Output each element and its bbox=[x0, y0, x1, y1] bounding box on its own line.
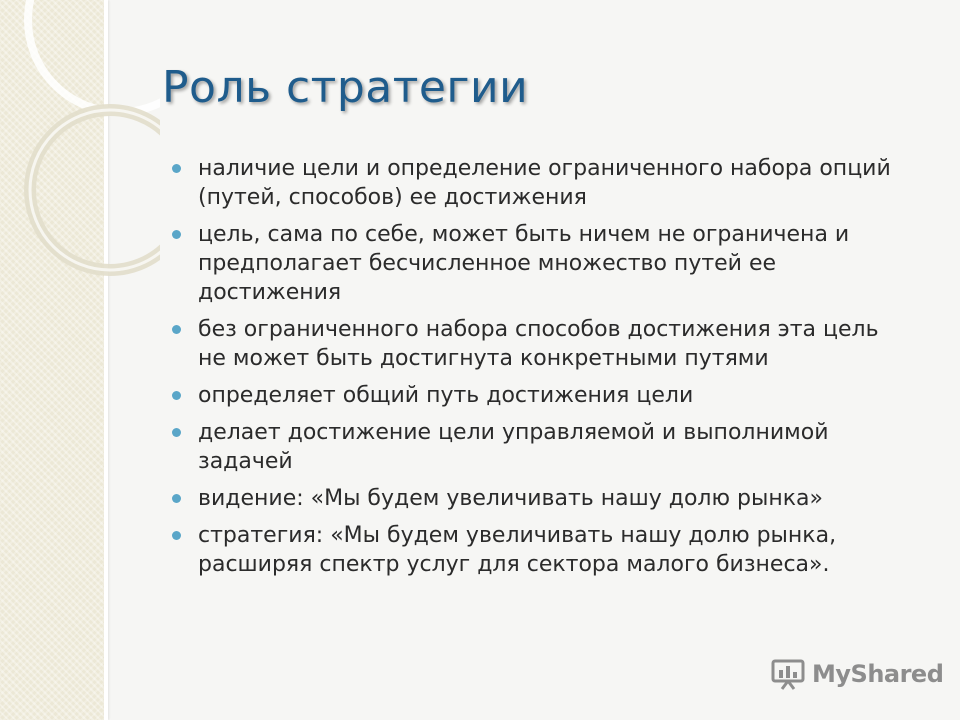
bullet-dot-icon bbox=[172, 531, 181, 540]
bullet-text: без ограниченного набора способов достижения эта цель не может быть достигнута конкретными путями bbox=[198, 317, 879, 371]
bullet-item bbox=[172, 220, 892, 307]
bullet-item bbox=[172, 381, 892, 410]
bullet-item bbox=[172, 418, 892, 476]
bullet-dot-icon bbox=[172, 230, 181, 239]
bullet-list bbox=[172, 154, 892, 587]
bullet-text: цель, сама по себе, может быть ничем не ограничена и предполагает бесчисленное множество путей ее достижения bbox=[198, 222, 850, 305]
bullet-dot-icon bbox=[172, 494, 181, 503]
bullet-dot-icon bbox=[172, 164, 181, 173]
watermark-text: MyShared bbox=[812, 660, 944, 688]
presentation-board-icon bbox=[770, 658, 806, 690]
bullet-item bbox=[172, 484, 892, 513]
decorative-circles bbox=[0, 0, 160, 320]
bullet-text: видение: «Мы будем увеличивать нашу долю рынка» bbox=[198, 486, 823, 511]
slide-title: Роль стратегии bbox=[162, 62, 529, 113]
bullet-item bbox=[172, 521, 892, 579]
bullet-dot-icon bbox=[172, 391, 181, 400]
bullet-text: наличие цели и определение ограниченного набора опций (путей, способов) ее достижения bbox=[198, 156, 891, 210]
bullet-text: стратегия: «Мы будем увеличивать нашу долю рынка, расширяя спектр услуг для сектора малого бизнеса». bbox=[198, 523, 837, 577]
bullet-text: делает достижение цели управляемой и выполнимой задачей bbox=[198, 420, 829, 474]
bullet-item bbox=[172, 315, 892, 373]
bullet-dot-icon bbox=[172, 428, 181, 437]
bullet-text: определяет общий путь достижения цели bbox=[198, 383, 694, 408]
bullet-item bbox=[172, 154, 892, 212]
mysharded-watermark bbox=[770, 658, 943, 690]
bullet-dot-icon bbox=[172, 325, 181, 334]
